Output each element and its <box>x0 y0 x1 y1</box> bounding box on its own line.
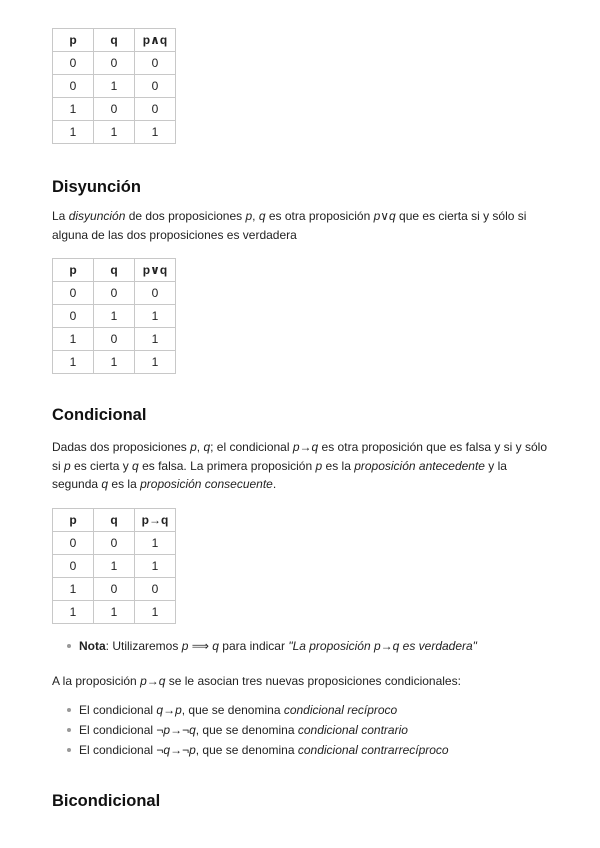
table-cell: 1 <box>53 121 94 144</box>
table-cell: 1 <box>135 531 176 554</box>
text-run: que es cierta si y sólo si alguna de las dos proposiciones es verdadera <box>52 209 527 242</box>
italic-text: condicional recíproco <box>283 703 398 717</box>
italic-text: ¬q→¬p <box>156 743 196 757</box>
italic-text: condicional contrarrecíproco <box>297 743 449 757</box>
italic-text: condicional contrario <box>297 723 408 737</box>
heading-disyuncion: Disyunción <box>52 178 141 196</box>
text-run: se le asocian tres nuevas proposiciones condicionales: <box>165 673 461 688</box>
truth-table-disjunction <box>52 258 176 374</box>
table-cell: 1 <box>135 554 176 577</box>
italic-text: q <box>212 638 219 653</box>
table-cell: 0 <box>135 75 176 98</box>
table-cell: 0 <box>135 98 176 121</box>
text-run: es cierta y <box>70 458 133 473</box>
table-cell: 1 <box>94 75 135 98</box>
text-run: ⟹ <box>188 638 213 653</box>
table-row <box>53 600 176 623</box>
paragraph-conditional-intro <box>52 672 552 691</box>
table-header-row <box>53 508 176 531</box>
heading-bicondicional: Bicondicional <box>52 792 161 810</box>
table-cell: 1 <box>135 328 176 351</box>
truth-table-conjunction <box>52 28 176 144</box>
table-cell: 1 <box>94 351 135 374</box>
italic-text: p <box>64 458 71 473</box>
column-header: p <box>53 29 94 52</box>
table-cell: 0 <box>94 328 135 351</box>
list-item <box>79 720 552 740</box>
text-run: es otra proposición que es falsa y si y sólo si <box>52 440 548 473</box>
table-cell: 0 <box>53 75 94 98</box>
italic-text: q <box>132 458 139 473</box>
column-header: p <box>53 259 94 282</box>
table-row <box>53 52 176 75</box>
table-cell: 0 <box>135 577 176 600</box>
table-cell: 1 <box>53 98 94 121</box>
text-run: Dadas dos proposiciones <box>52 440 191 454</box>
table-row <box>53 98 176 121</box>
italic-text: disyunción <box>68 209 126 223</box>
paragraph-condicional <box>52 438 552 494</box>
list-item <box>79 700 552 720</box>
text-run: El condicional <box>79 723 157 737</box>
table-row <box>53 351 176 374</box>
italic-text: proposición consecuente <box>140 477 273 491</box>
italic-text: q <box>203 440 211 454</box>
table-cell: 0 <box>94 52 135 75</box>
italic-text: q <box>101 477 109 491</box>
italic-text: ¬p→¬q <box>156 723 196 737</box>
table-cell: 0 <box>94 282 135 305</box>
table-cell: 0 <box>94 98 135 121</box>
text-run: es la <box>108 477 141 491</box>
text-run: ; el condicional <box>210 440 293 454</box>
table-row <box>53 531 176 554</box>
note-list <box>52 636 552 656</box>
table-header-row <box>53 259 176 282</box>
table-cell: 1 <box>94 305 135 328</box>
italic-text: "La proposición p→q es verdadera" <box>288 638 477 653</box>
table-cell: 1 <box>53 600 94 623</box>
column-header: q <box>94 259 135 282</box>
table-cell: 1 <box>94 554 135 577</box>
italic-text: proposición antecedente <box>354 458 485 473</box>
text-run: , que se denomina <box>195 723 298 737</box>
italic-text: q <box>258 209 266 223</box>
table-row <box>53 577 176 600</box>
column-header: p∧q <box>135 29 176 52</box>
text-run: . <box>272 477 277 491</box>
italic-text: p <box>245 209 253 223</box>
table-cell: 0 <box>53 282 94 305</box>
text-run: , <box>196 440 204 454</box>
text-run: y la segunda <box>52 458 507 491</box>
conditional-variants-list <box>52 700 552 760</box>
table-cell: 0 <box>135 282 176 305</box>
table-header-row <box>53 29 176 52</box>
table-cell: 0 <box>135 52 176 75</box>
column-header: q <box>94 508 135 531</box>
italic-text: q→p <box>156 703 182 717</box>
text-run: , que se denomina <box>195 743 298 757</box>
table-cell: 1 <box>94 600 135 623</box>
column-header: p→q <box>135 508 176 531</box>
table-cell: 0 <box>53 554 94 577</box>
table-cell: 1 <box>53 328 94 351</box>
text-run: : Utilizaremos <box>105 638 182 653</box>
text-run: es otra proposición <box>265 209 374 223</box>
paragraph-disyuncion <box>52 207 552 244</box>
table-cell: 1 <box>53 577 94 600</box>
table-row <box>53 121 176 144</box>
table-row <box>53 305 176 328</box>
column-header: p∨q <box>135 259 176 282</box>
italic-text: p∨q <box>373 209 396 223</box>
italic-text: p→q <box>292 440 319 454</box>
text-run: El condicional <box>79 703 157 717</box>
column-header: p <box>53 508 94 531</box>
table-row <box>53 75 176 98</box>
list-item <box>79 740 552 760</box>
text-run: La <box>52 209 69 223</box>
table-cell: 0 <box>94 577 135 600</box>
table-row <box>53 554 176 577</box>
text-run: , que se denomina <box>181 703 284 717</box>
italic-text: p <box>315 458 323 473</box>
italic-text: p <box>181 638 189 653</box>
table-cell: 1 <box>53 351 94 374</box>
italic-text: p <box>190 440 197 454</box>
table-cell: 1 <box>135 121 176 144</box>
table-cell: 1 <box>135 351 176 374</box>
italic-text: p→q <box>140 673 166 688</box>
table-cell: 1 <box>94 121 135 144</box>
note-item <box>79 636 552 656</box>
table-cell: 1 <box>135 305 176 328</box>
text-run: de dos proposiciones <box>125 209 246 223</box>
table-row <box>53 282 176 305</box>
table-cell: 0 <box>94 531 135 554</box>
document-page <box>52 28 552 811</box>
text-run: A la proposición <box>52 673 141 688</box>
text-run: es la <box>322 458 355 473</box>
truth-table-conditional <box>52 508 176 624</box>
text-run: , <box>252 209 259 223</box>
text-run: es falsa. La primera proposición <box>138 458 316 473</box>
column-header: q <box>94 29 135 52</box>
text-run: El condicional <box>79 743 157 757</box>
table-cell: 0 <box>53 531 94 554</box>
heading-condicional: Condicional <box>52 406 147 424</box>
table-cell: 0 <box>53 52 94 75</box>
bold-text: Nota <box>79 638 106 653</box>
table-row <box>53 328 176 351</box>
text-run: para indicar <box>218 638 289 653</box>
table-cell: 0 <box>53 305 94 328</box>
table-cell: 1 <box>135 600 176 623</box>
